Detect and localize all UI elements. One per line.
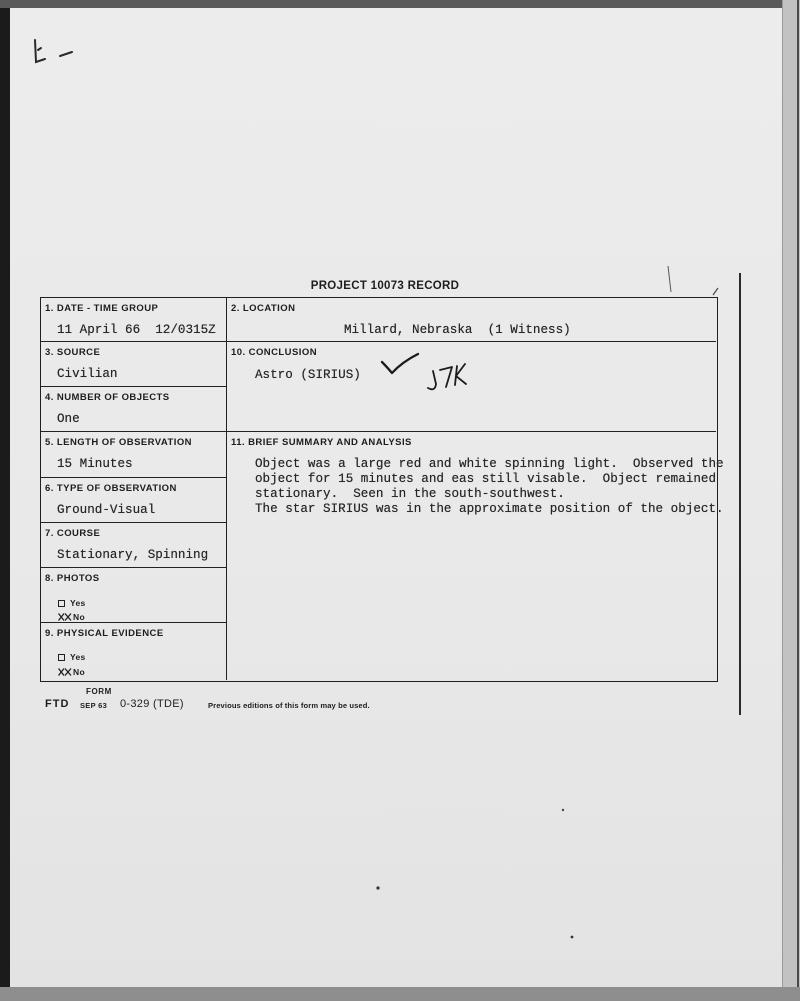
scan-right-edge xyxy=(782,0,800,1001)
photos-yes-checkbox xyxy=(58,600,65,607)
course-value: Stationary, Spinning xyxy=(57,548,209,562)
photos-no-option xyxy=(58,612,85,622)
number-of-objects-value: One xyxy=(57,412,80,426)
physical-evidence-no-label: No xyxy=(73,667,85,677)
course-cell xyxy=(41,523,227,568)
date-time-group-cell xyxy=(41,298,227,342)
record-form xyxy=(40,297,724,682)
conclusion-value: Astro (SIRIUS) xyxy=(255,368,361,382)
photos-no-label: No xyxy=(73,612,85,622)
course-label: 7. COURSE xyxy=(45,528,101,539)
photos-cell xyxy=(41,568,227,623)
footer-note: Previous editions of this form may be used. xyxy=(208,701,370,710)
source-cell xyxy=(41,342,227,387)
type-of-observation-value: Ground-Visual xyxy=(57,503,156,517)
location-value: Millard, Nebraska (1 Witness) xyxy=(344,323,571,337)
physical-evidence-yes-option xyxy=(58,652,86,662)
physical-evidence-cell xyxy=(41,623,227,680)
length-of-observation-cell xyxy=(41,432,227,478)
conclusion-cell xyxy=(227,342,716,432)
number-of-objects-cell xyxy=(41,387,227,432)
location-label: 2. LOCATION xyxy=(231,303,296,314)
footer-ftd: FTD xyxy=(45,698,70,710)
summary-line: stationary. Seen in the south-southwest. xyxy=(255,487,565,501)
summary-line: Object was a large red and white spinning light. Observed the xyxy=(255,457,724,471)
location-cell xyxy=(227,298,716,342)
footer-date: SEP 63 xyxy=(80,701,108,710)
typed-x-mark-icon xyxy=(58,668,72,676)
photos-yes-label: Yes xyxy=(70,598,86,608)
date-time-group-value: 11 April 66 12/0315Z xyxy=(57,323,216,337)
scan-top-edge xyxy=(0,0,800,8)
physical-evidence-yes-checkbox xyxy=(58,654,65,661)
type-of-observation-cell xyxy=(41,478,227,523)
physical-evidence-no-option xyxy=(58,667,85,677)
source-value: Civilian xyxy=(57,367,118,381)
typed-x-mark-icon xyxy=(58,613,72,621)
photos-label: 8. PHOTOS xyxy=(45,573,100,584)
summary-line: The star SIRIUS was in the approximate position of the object. xyxy=(255,502,724,516)
summary-label: 11. BRIEF SUMMARY AND ANALYSIS xyxy=(231,437,412,448)
summary-cell xyxy=(227,432,724,680)
length-of-observation-value: 15 Minutes xyxy=(57,457,133,471)
physical-evidence-label: 9. PHYSICAL EVIDENCE xyxy=(45,628,164,639)
number-of-objects-label: 4. NUMBER OF OBJECTS xyxy=(45,392,170,403)
type-of-observation-label: 6. TYPE OF OBSERVATION xyxy=(45,483,177,494)
conclusion-label: 10. CONCLUSION xyxy=(231,347,318,358)
footer-form-word: FORM xyxy=(86,687,112,696)
date-time-group-label: 1. DATE - TIME GROUP xyxy=(45,303,159,314)
form-title: PROJECT 10073 RECORD xyxy=(310,280,460,292)
summary-line: object for 15 minutes and eas still visable. Object remained xyxy=(255,472,717,486)
summary-text xyxy=(255,457,724,517)
source-label: 3. SOURCE xyxy=(45,347,101,358)
physical-evidence-yes-label: Yes xyxy=(70,652,86,662)
photos-yes-option xyxy=(58,598,86,608)
length-of-observation-label: 5. LENGTH OF OBSERVATION xyxy=(45,437,192,448)
scan-bottom-edge xyxy=(0,987,800,1001)
footer-form-number: 0-329 (TDE) xyxy=(120,698,184,710)
